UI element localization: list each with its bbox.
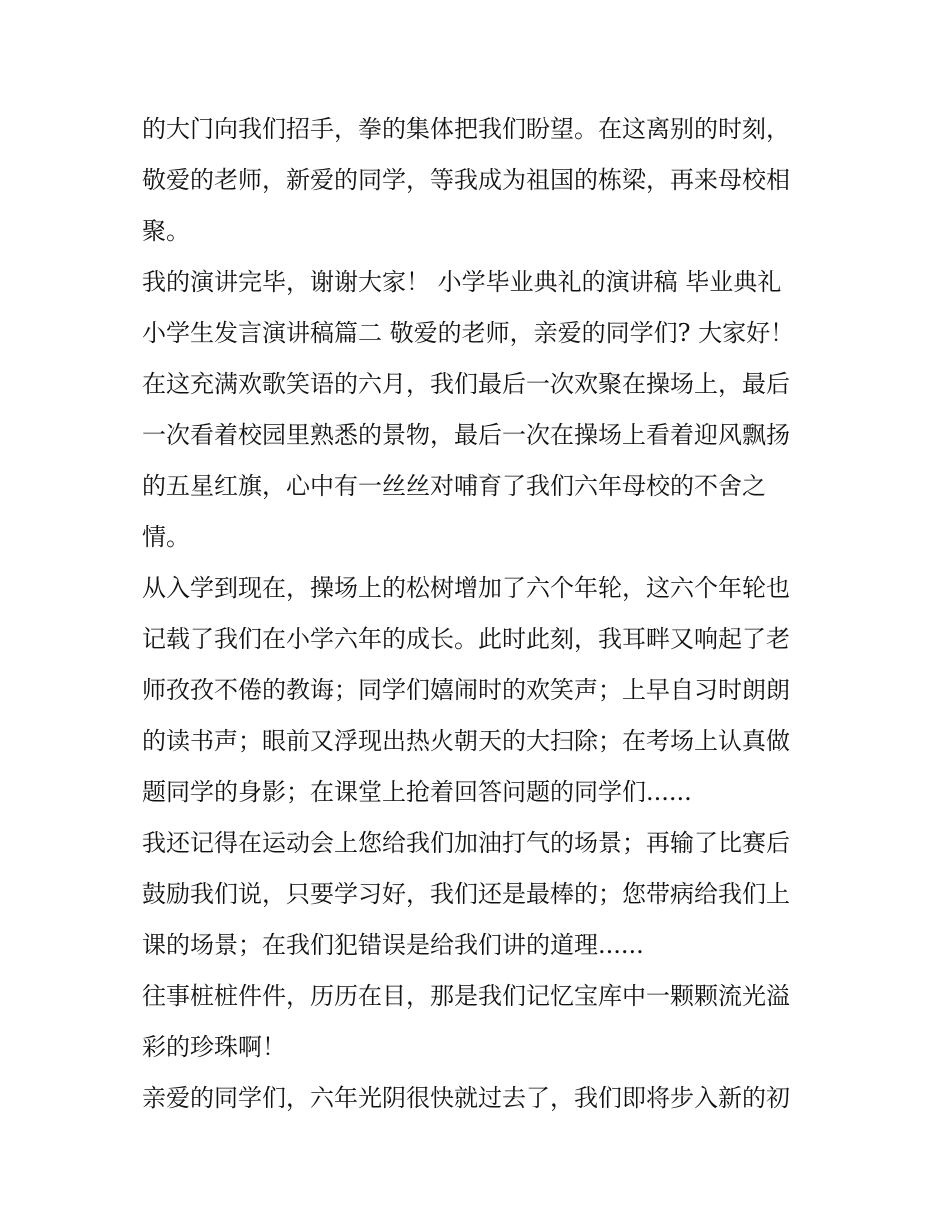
- text-line: 我还记得在运动会上您给我们加油打气的场景；再输了比赛后: [142, 829, 790, 857]
- text-line: 从入学到现在，操场上的松树增加了六个年轮，这六个年轮也: [142, 574, 790, 602]
- text-line: 敬爱的老师，新爱的同学，等我成为祖国的栋梁，再来母校相: [142, 166, 790, 194]
- text-line: 情。: [142, 523, 190, 551]
- text-line: 的读书声；眼前又浮现出热火朝天的大扫除；在考场上认真做: [142, 727, 790, 755]
- text-line: 聚。: [142, 217, 190, 245]
- text-line: 在这充满欢歌笑语的六月，我们最后一次欢聚在操场上，最后: [142, 370, 790, 398]
- text-line: 往事桩桩件件，历历在目，那是我们记忆宝库中一颗颗流光溢: [142, 982, 790, 1010]
- text-line: 的大门向我们招手，拳的集体把我们盼望。在这离别的时刻，: [142, 115, 790, 143]
- text-line: 亲爱的同学们，六年光阴很快就过去了，我们即将步入新的初: [142, 1084, 790, 1112]
- text-line: 师孜孜不倦的教诲；同学们嬉闹时的欢笑声；上早自习时朗朗: [142, 676, 790, 704]
- text-line: 题同学的身影；在课堂上抢着回答问题的同学们......: [142, 778, 692, 806]
- document-body: [142, 104, 814, 1124]
- text-line: 我的演讲完毕，谢谢大家！ 小学毕业典礼的演讲稿 毕业典礼: [142, 268, 782, 296]
- text-line: 记载了我们在小学六年的成长。此时此刻，我耳畔又响起了老: [142, 625, 790, 653]
- text-line: 一次看着校园里熟悉的景物，最后一次在操场上看着迎风飘扬: [142, 421, 790, 449]
- text-line: 的五星红旗，心中有一丝丝对哺育了我们六年母校的不舍之: [142, 472, 766, 500]
- text-line: 小学生发言演讲稿篇二 敬爱的老师，亲爱的同学们? 大家好！: [142, 319, 795, 347]
- text-line: 鼓励我们说，只要学习好，我们还是最棒的；您带病给我们上: [142, 880, 790, 908]
- text-line: 彩的珍珠啊！: [142, 1033, 286, 1061]
- text-line: 课的场景；在我们犯错误是给我们讲的道理......: [142, 931, 644, 959]
